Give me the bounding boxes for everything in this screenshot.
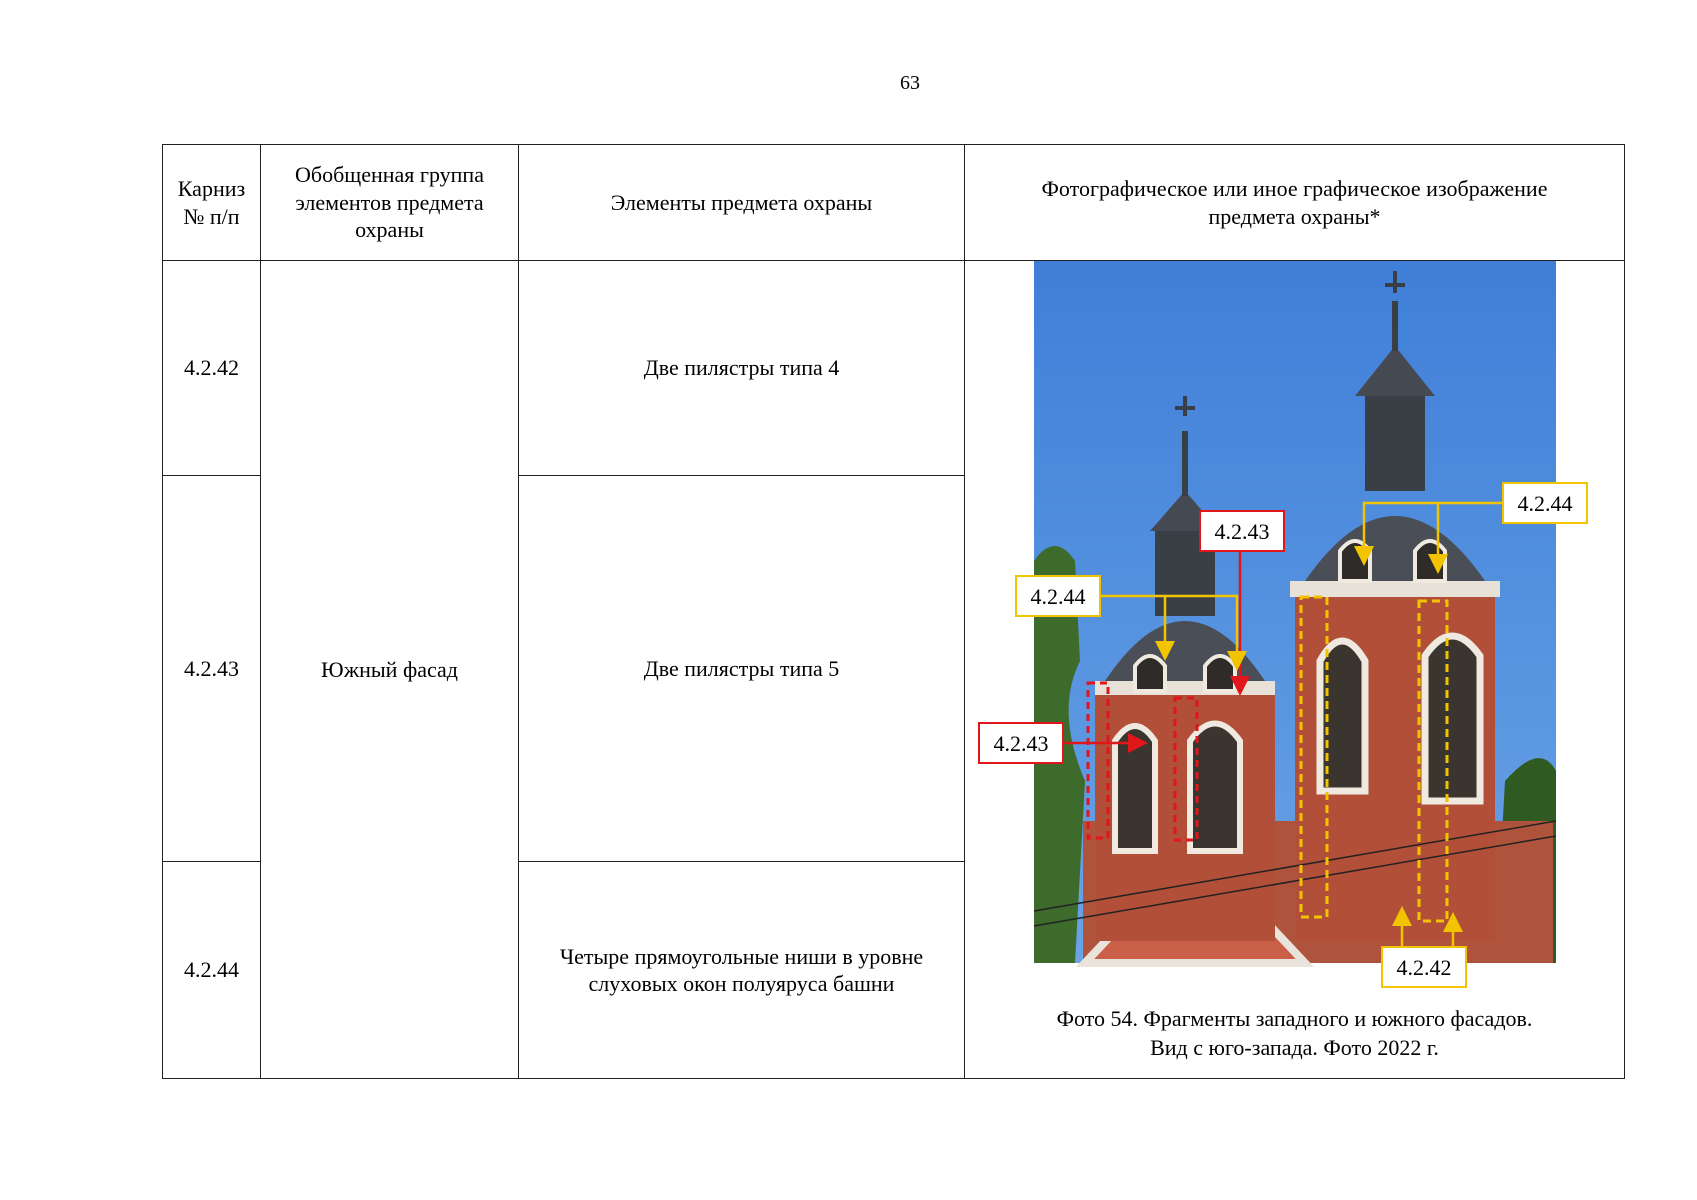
caption-line-2: Вид с юго-запада. Фото 2022 г. [1150, 1034, 1439, 1060]
row-num: 4.2.42 [163, 261, 261, 476]
row-num: 4.2.44 [163, 862, 261, 1079]
church-photo [965, 261, 1625, 1076]
page-number: 63 [900, 72, 920, 94]
table-row [163, 261, 1625, 476]
row-element: Две пилястры типа 5 [519, 476, 965, 862]
photo-cell [965, 261, 1625, 1079]
caption-line-1: Фото 54. Фрагменты западного и южного фасадов. [1056, 1006, 1533, 1031]
photo-wrapper [965, 261, 1624, 1076]
table-header-row [163, 145, 1625, 261]
group-cell: Южный фасад [261, 261, 519, 1079]
label-yellow-top-right: 4.2.44 [1517, 491, 1573, 516]
header-image: Фотографическое или иное графическое изображение предмета охраны* [965, 145, 1625, 261]
label-red-top: 4.2.43 [1214, 519, 1270, 544]
row-element: Четыре прямоугольные ниши в уровне слуховых окон полуяруса башни [519, 862, 965, 1079]
row-num: 4.2.43 [163, 476, 261, 862]
header-num: Карниз № п/п [163, 145, 261, 261]
header-group: Обобщенная группа элементов предмета охраны [261, 145, 519, 261]
header-elements: Элементы предмета охраны [519, 145, 965, 261]
protection-elements-table [162, 144, 1625, 1079]
label-yellow-left: 4.2.44 [1030, 584, 1086, 609]
label-yellow-bottom: 4.2.42 [1396, 955, 1452, 980]
row-element: Две пилястры типа 4 [519, 261, 965, 476]
photo-caption [965, 1005, 1624, 1062]
label-red-left: 4.2.43 [993, 731, 1049, 756]
